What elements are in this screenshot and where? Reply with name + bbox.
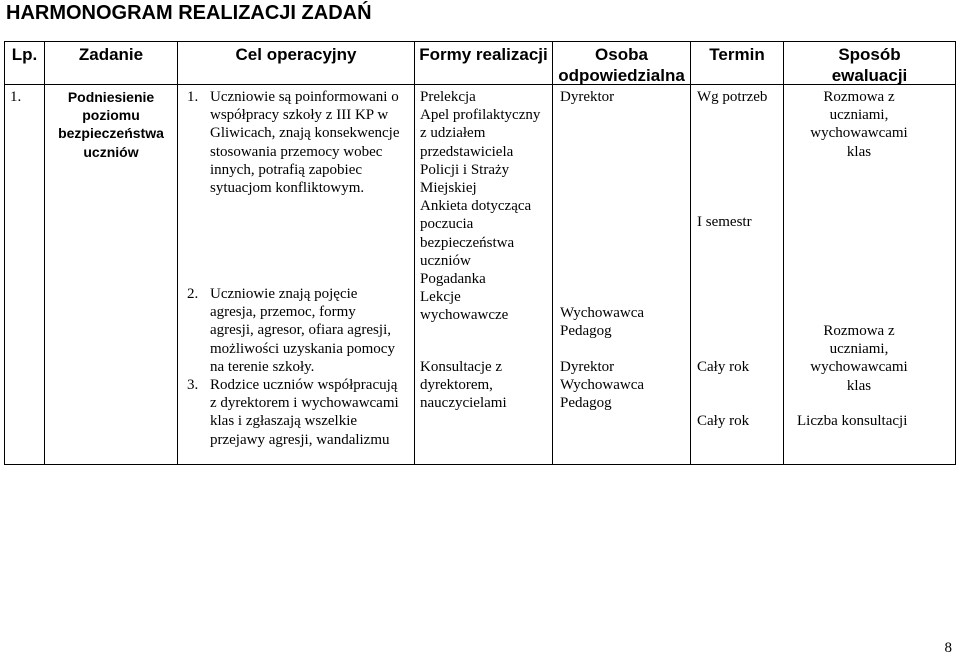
sposob-line: Rozmowa z [823,89,895,105]
cel-item-number: 3. [187,377,199,393]
formy-group-2 [420,358,507,413]
sposob-line: uczniami, [829,341,889,358]
formy-line: poczucia [420,216,474,233]
header-osoba-line: Osoba [595,45,648,64]
col-divider-4 [552,41,553,465]
zadanie-line: poziomu [82,107,140,124]
header-lp: Lp. [11,45,38,64]
formy-line: przedstawiciela [420,143,514,160]
sposob-line: klas [846,377,872,394]
header-sposob-ewaluacji [784,44,955,86]
osoba-line: Pedagog [560,395,612,412]
osoba-group-3 [560,358,644,413]
formy-line: Lekcje [420,289,461,306]
cel-line: współpracy szkoły z III KP w [210,107,389,124]
col-divider-3 [414,41,415,465]
cel-line: stosowania przemocy wobec [210,143,383,160]
sposob-group-1 [784,88,934,161]
osoba-line: Wychowawca [560,305,645,321]
formy-line: Prelekcja [420,89,476,105]
osoba-line: Pedagog [560,323,612,340]
cel-item-3 [187,376,399,449]
sposob-line: Rozmowa z [823,323,895,339]
header-osoba-line: odpowiedzialna [558,66,685,85]
sposob-line: klas [846,143,872,160]
formy-group-1 [420,88,540,325]
osoba-line: Dyrektor [560,359,615,375]
page-number: 8 [944,640,952,656]
cel-line: agresja, przemoc, formy [210,304,356,321]
cel-line: możliwości uzyskania pomocy [210,340,395,357]
col-divider-5 [690,41,691,465]
osoba-group-1 [560,88,614,106]
cel-line: Uczniowie są poinformowani o [210,89,399,105]
zadanie-cell [45,88,177,161]
header-zadanie: Zadanie [78,45,144,64]
formy-line: uczniów [420,252,471,269]
cel-line: agresji, agresor, ofiara agresji, [210,322,391,339]
document-title: HARMONOGRAM REALIZACJI ZADAŃ [6,2,372,24]
cel-item-2 [187,285,395,376]
cel-line: klas i zgłaszają wszelkie [210,413,358,430]
formy-line: Konsultacje z [420,359,503,375]
row-number: 1. [10,89,22,105]
sposob-line: wychowawcami [810,359,908,376]
table-bottom-border [4,464,956,465]
header-termin: Termin [709,45,765,64]
formy-line: z udziałem [420,125,486,142]
osoba-group-2 [560,304,644,340]
formy-line: wychowawcze [420,307,509,324]
cel-line: Gliwicach, znają konsekwencje [210,125,400,142]
sposob-group-2 [784,322,934,395]
formy-line: Ankieta dotycząca [420,198,532,215]
termin-4: Cały rok [697,413,750,429]
cel-item-number: 1. [187,89,199,105]
sposob-group-3 [797,412,907,430]
col-divider-2 [177,41,178,465]
header-osoba-odpowiedzialna [553,44,690,86]
table-right-border [955,41,956,465]
sposob-line: uczniami, [829,107,889,124]
table-top-border [4,41,956,42]
header-formy-realizacji: Formy realizacji [419,45,548,64]
cel-line: Rodzice uczniów współpracują [210,377,398,393]
formy-line: Miejskiej [420,180,477,197]
cel-line: na terenie szkoły. [210,358,315,375]
formy-line: Pogadanka [420,271,486,288]
zadanie-line: bezpieczeństwa [58,125,164,142]
sposob-line: Liczba konsultacji [797,413,908,429]
osoba-line: Wychowawca [560,377,645,394]
cel-line: przejawy agresji, wandalizmu [210,431,390,448]
formy-line: bezpieczeństwa [420,234,515,251]
formy-line: nauczycielami [420,395,507,412]
zadanie-line: Podniesienie [67,89,155,105]
cel-line: innych, potrafią zapobiec [210,161,363,178]
formy-line: Policji i Straży [420,161,510,178]
termin-3: Cały rok [697,359,750,375]
formy-line: dyrektorem, [420,377,493,394]
cel-item-1 [187,88,400,197]
table-left-border [4,41,5,465]
cel-line: sytuacjom konfliktowym. [210,180,365,197]
zadanie-line: uczniów [83,143,139,160]
cel-line: Uczniowie znają pojęcie [210,286,358,302]
formy-line: Apel profilaktyczny [420,107,541,124]
termin-2: I semestr [697,214,752,230]
header-sposob-line: Sposób [838,45,901,64]
osoba-line: Dyrektor [560,89,615,105]
header-cel-operacyjny: Cel operacyjny [235,45,357,64]
sposob-line: wychowawcami [810,125,908,142]
cel-line: z dyrektorem i wychowawcami [210,395,399,412]
cel-item-number: 2. [187,286,199,302]
termin-1: Wg potrzeb [697,89,768,105]
header-sposob-line: ewaluacji [831,66,908,85]
